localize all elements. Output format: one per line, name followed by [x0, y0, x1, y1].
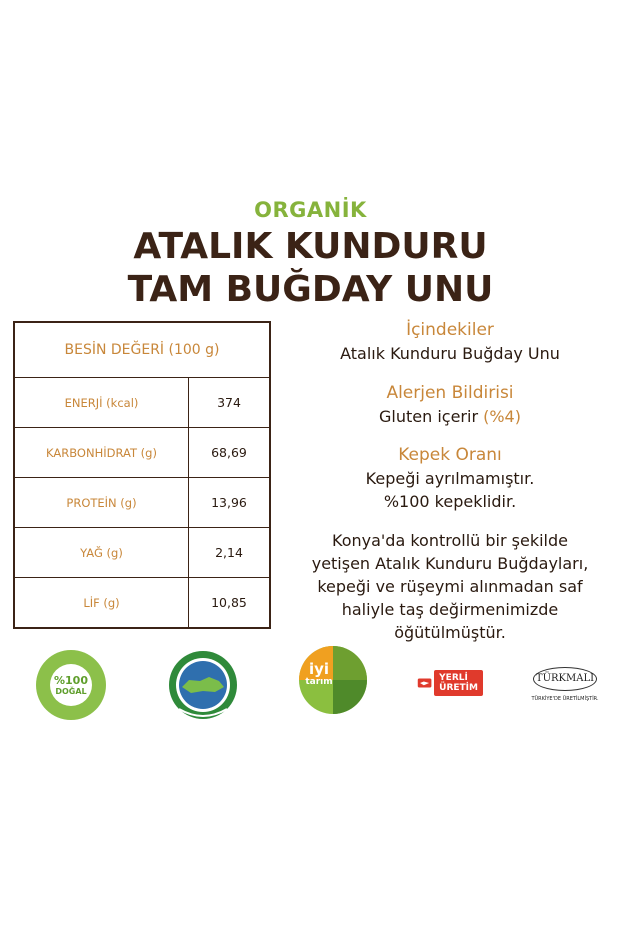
good-agriculture-word-2: tarım: [305, 677, 333, 687]
turkish-made-seal-icon: [525, 667, 605, 709]
good-agriculture-word-1: iyi: [308, 660, 330, 678]
organic-badge-text: ORGANİK: [254, 198, 367, 222]
table-row: [14, 578, 270, 629]
bran-section: [300, 443, 600, 513]
description-line: kepeği ve rüşeymi alınmadan saf: [317, 577, 583, 596]
nutrient-value: 13,96: [189, 478, 271, 528]
nutrient-label: PROTEİN (g): [14, 478, 189, 528]
table-row: [14, 378, 270, 428]
bran-heading: Kepek Oranı: [398, 445, 502, 465]
ingredients-section: [300, 318, 600, 365]
local-production-line-2: ÜRETİM: [439, 683, 478, 693]
turkish-made-subtitle: TÜRKİYE'DE ÜRETİLMİŞTİR.: [531, 696, 599, 702]
description: [300, 529, 600, 644]
nutrient-value: 2,14: [189, 528, 271, 578]
table-row: [14, 528, 270, 578]
allergen-percentage: (%4): [483, 407, 521, 426]
description-line: öğütülmüştür.: [394, 623, 506, 642]
natural-seal-icon: [36, 650, 106, 720]
natural-seal-word: DOĞAL: [55, 686, 87, 696]
turkish-made-label: TÜRKMALI: [533, 667, 597, 691]
bran-line-1: Kepeği ayrılmamıştır.: [365, 469, 535, 488]
nutrient-label: KARBONHİDRAT (g): [14, 428, 189, 478]
local-production-line-1: YERLİ: [439, 673, 468, 683]
nutrient-value: 374: [189, 378, 271, 428]
ingredients-heading: İçindekiler: [406, 320, 494, 340]
nutrient-label: YAĞ (g): [14, 528, 189, 578]
local-production-icon: [417, 668, 483, 698]
nutrient-label: LİF (g): [14, 578, 189, 629]
nutrition-table-heading: BESİN DEĞERİ (100 g): [14, 322, 270, 378]
nutrient-value: 68,69: [189, 428, 271, 478]
bran-line-2: %100 kepeklidir.: [383, 492, 517, 511]
product-title-line-2: TAM BUĞDAY UNU: [127, 269, 494, 310]
allergen-statement: [300, 405, 600, 428]
product-title-line-1: ATALIK KUNDURU: [133, 226, 488, 267]
table-row: [14, 478, 270, 528]
nutrient-value: 10,85: [189, 578, 271, 629]
allergen-section: [300, 381, 600, 428]
description-line: yetişen Atalık Kunduru Buğdayları,: [311, 554, 589, 573]
description-line: haliyle taş değirmenimizde: [341, 600, 559, 619]
organic-certified-seal-icon: [167, 649, 239, 721]
nutrient-label: ENERJİ (kcal): [14, 378, 189, 428]
allergen-heading: Alerjen Bildirisi: [386, 383, 514, 403]
description-line: Konya'da kontrollü bir şekilde: [332, 531, 568, 550]
good-agriculture-seal-icon: [298, 645, 368, 715]
allergen-text: Gluten içerir: [379, 407, 479, 426]
nutrition-table: [13, 321, 271, 629]
ingredients-text: Atalık Kunduru Buğday Unu: [340, 344, 560, 363]
table-row: [14, 428, 270, 478]
natural-seal-percentage: %100: [54, 673, 88, 687]
